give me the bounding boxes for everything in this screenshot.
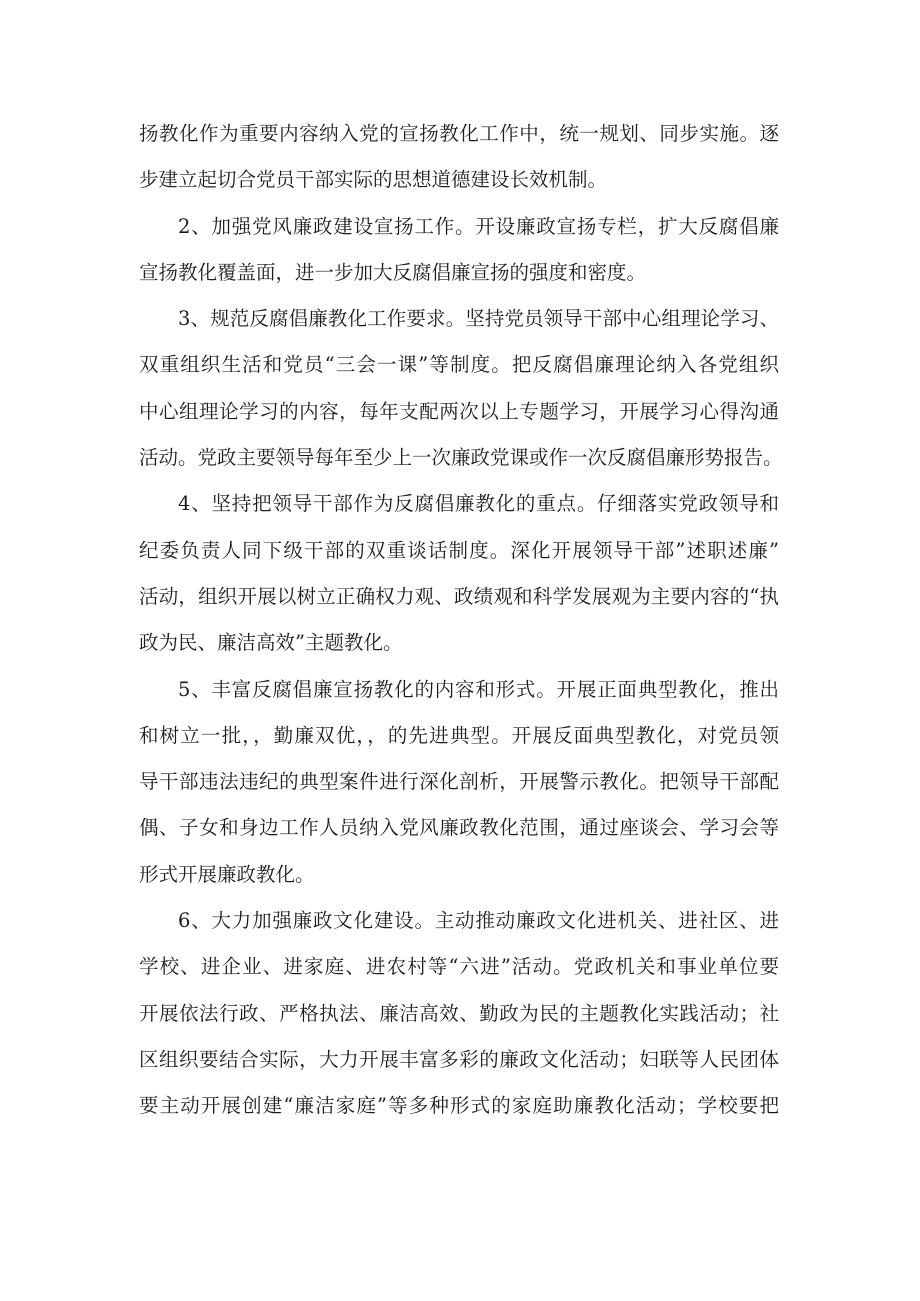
paragraph-4-line: 4、坚持把领导干部作为反腐倡廉教化的重点。仔细落实党政领导和 xyxy=(178,492,779,516)
paragraph-2-line: 2、加强党风廉政建设宣扬工作。开设廉政宣扬专栏，扩大反腐倡廉 xyxy=(178,214,779,238)
paragraph-5-line: 5、丰富反腐倡廉宣扬教化的内容和形式。开展正面典型教化，推出 xyxy=(178,677,779,701)
text-line: 学校、进企业、进家庭、进农村等“六进”活动。党政机关和事业单位要 xyxy=(139,955,779,979)
text-line: 纪委负责人同下级干部的双重谈话制度。深化开展领导干部”述职述廉” xyxy=(139,538,779,562)
text-line: 宣扬教化覆盖面，进一步加大反腐倡廉宣扬的强度和密度。 xyxy=(139,260,647,284)
text-line: 步建立起切合党员干部实际的思想道德建设长效机制。 xyxy=(139,168,608,192)
paragraph-6-line: 6、大力加强廉政文化建设。主动推动廉政文化进机关、进社区、进 xyxy=(178,909,779,933)
text-line: 扬教化作为重要内容纳入党的宣扬教化工作中，统一规划、同步实施。逐 xyxy=(139,122,779,145)
text-line: 和树立一批，，勤廉双优，，的先进典型。开展反面典型教化，对党员领 xyxy=(139,723,779,747)
text-line: 区组织要结合实际，大力开展丰富多彩的廉政文化活动；妇联等人民团体 xyxy=(139,1047,779,1071)
text-line: 开展依法行政、严格执法、廉洁高效、勤政为民的主题教化实践活动；社 xyxy=(139,1001,779,1025)
text-line: 要主动开展创建“廉洁家庭”等多种形式的家庭助廉教化活动；学校要把 xyxy=(139,1094,779,1118)
text-line: 偶、子女和身边工作人员纳入党风廉政教化范围，通过座谈会、学习会等 xyxy=(139,816,779,840)
paragraph-3-line: 3、规范反腐倡廉教化工作要求。坚持党员领导干部中心组理论学习、 xyxy=(178,307,779,331)
text-line: 导干部违法违纪的典型案件进行深化剖析，开展警示教化。把领导干部配 xyxy=(139,770,779,794)
document-body xyxy=(139,114,783,1133)
text-line: 活动，组织开展以树立正确权力观、政绩观和科学发展观为主要内容的“执 xyxy=(139,584,779,608)
text-line: 活动。党政主要领导每年至少上一次廉政党课或作一次反腐倡廉形势报告。 xyxy=(139,446,783,470)
text-line: 中心组理论学习的内容，每年支配两次以上专题学习，开展学习心得沟通 xyxy=(139,399,779,423)
text-line: 双重组织生活和党员“三会一课”等制度。把反腐倡廉理论纳入各党组织 xyxy=(139,353,779,377)
text-line: 形式开展廉政教化。 xyxy=(139,862,315,886)
text-line: 政为民、廉洁高效”主题教化。 xyxy=(139,631,403,655)
